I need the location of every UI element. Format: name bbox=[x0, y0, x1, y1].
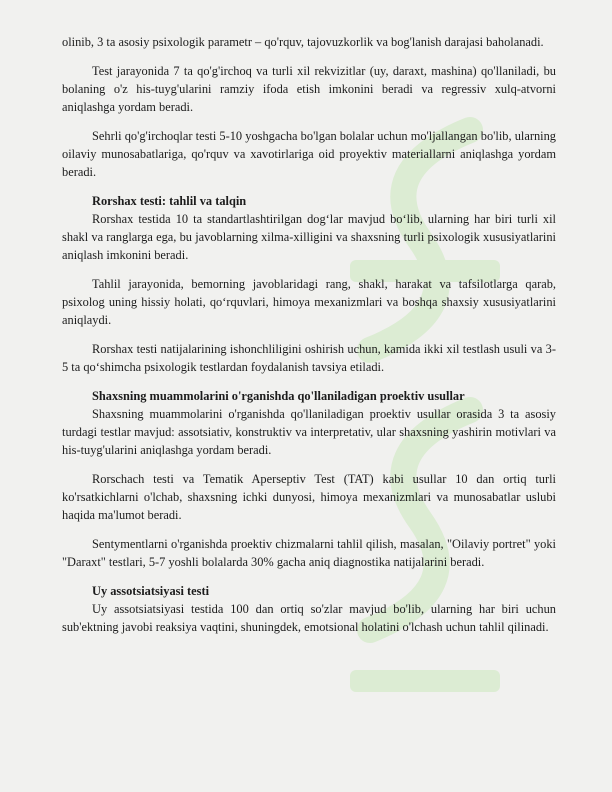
paragraph-1: Test jarayonida 7 ta qo'g'irchoq va turli xil rekvizitlar (uy, daraxt, mashina) qo'llaniladi, bu bolaning o'z his-tuyg'ularini ramziy ifoda etish imkonini beradi va regressiv xulq-atvorni aniqlashga yordam beradi. bbox=[62, 64, 556, 114]
section-heading-proektiv: Shaxsning muammolarini o'rganishda qo'llaniladigan proektiv usullar bbox=[92, 389, 465, 403]
paragraph-8: Sentymentlarni o'rganishda proektiv chizmalarni tahlil qilish, masalan, "Oilaviy portret" yoki "Daraxt" testlari, 5-7 yoshli bolalarda 30% gacha aniq diagnostika natijalarini beradi. bbox=[62, 537, 556, 569]
paragraph-9: Uy assotsiatsiyasi testida 100 dan ortiq so'zlar mavjud bo'lib, ularning har biri uchun sub'ektning javobi reaksiya vaqtini, shuningdek, emotsional holatini o'lchash uchun tahlil qilinadi. bbox=[62, 602, 556, 634]
paragraph-6: Shaxsning muammolarini o'rganishda qo'llaniladigan proektiv usullar orasida 3 ta asosiy turdagi testlar mavjud: assotsiativ, konstruktiv va interpretativ, ular shaxsning yashirin motivlari va his-tuyg'ularini aniqlashga yordam beradi. bbox=[62, 407, 556, 457]
paragraph-5: Rorshax testi natijalarining ishonchliligini oshirish uchun, kamida ikki xil testlash usuli va 3-5 ta qo‘shimcha psixologik testlardan foydalanish tavsiya etiladi. bbox=[62, 342, 556, 374]
paragraph-3: Rorshax testida 10 ta standartlashtirilgan dog‘lar mavjud bo‘lib, ularning har biri turli xil shakl va ranglarga ega, bu javoblarning xilma-xilligini va shaxsning turli psixologik xususiyatlarini aniqlash imkonini beradi. bbox=[62, 212, 556, 262]
section-heading-uy: Uy assotsiatsiyasi testi bbox=[92, 584, 210, 598]
paragraph-7: Rorschach testi va Tematik Aperseptiv Test (TAT) kabi usullar 10 dan ortiq turli ko'rsatkichlarni o'lchab, shaxsning ichki dunyosi, himoya mexanizmlari va munosabatlar uslubi haqida ma'lumot beradi. bbox=[62, 472, 556, 522]
paragraph-2: Sehrli qo'g'irchoqlar testi 5-10 yoshgacha bo'lgan bolalar uchun mo'ljallangan bo'lib, ularning oilaviy munosabatlariga, qo'rquv va xavotirlariga oid proyektiv materiallarni aniqlashga yordam beradi. bbox=[62, 129, 556, 179]
paragraph-4: Tahlil jarayonida, bemorning javoblaridagi rang, shakl, harakat va tafsilotlarga qarab, psixolog uning hissiy holati, qo‘rquvlari, himoya mexanizmlari va boshqa shaxsiy xususiyatlarini aniqlaydi. bbox=[62, 277, 556, 327]
section-heading-rorshax: Rorshax testi: tahlil va talqin bbox=[92, 194, 247, 208]
paragraph-0: olinib, 3 ta asosiy psixologik parametr – qo'rquv, tajovuzkorlik va bog'lanish darajasi baholanadi. bbox=[62, 35, 544, 49]
document-page bbox=[62, 33, 556, 636]
